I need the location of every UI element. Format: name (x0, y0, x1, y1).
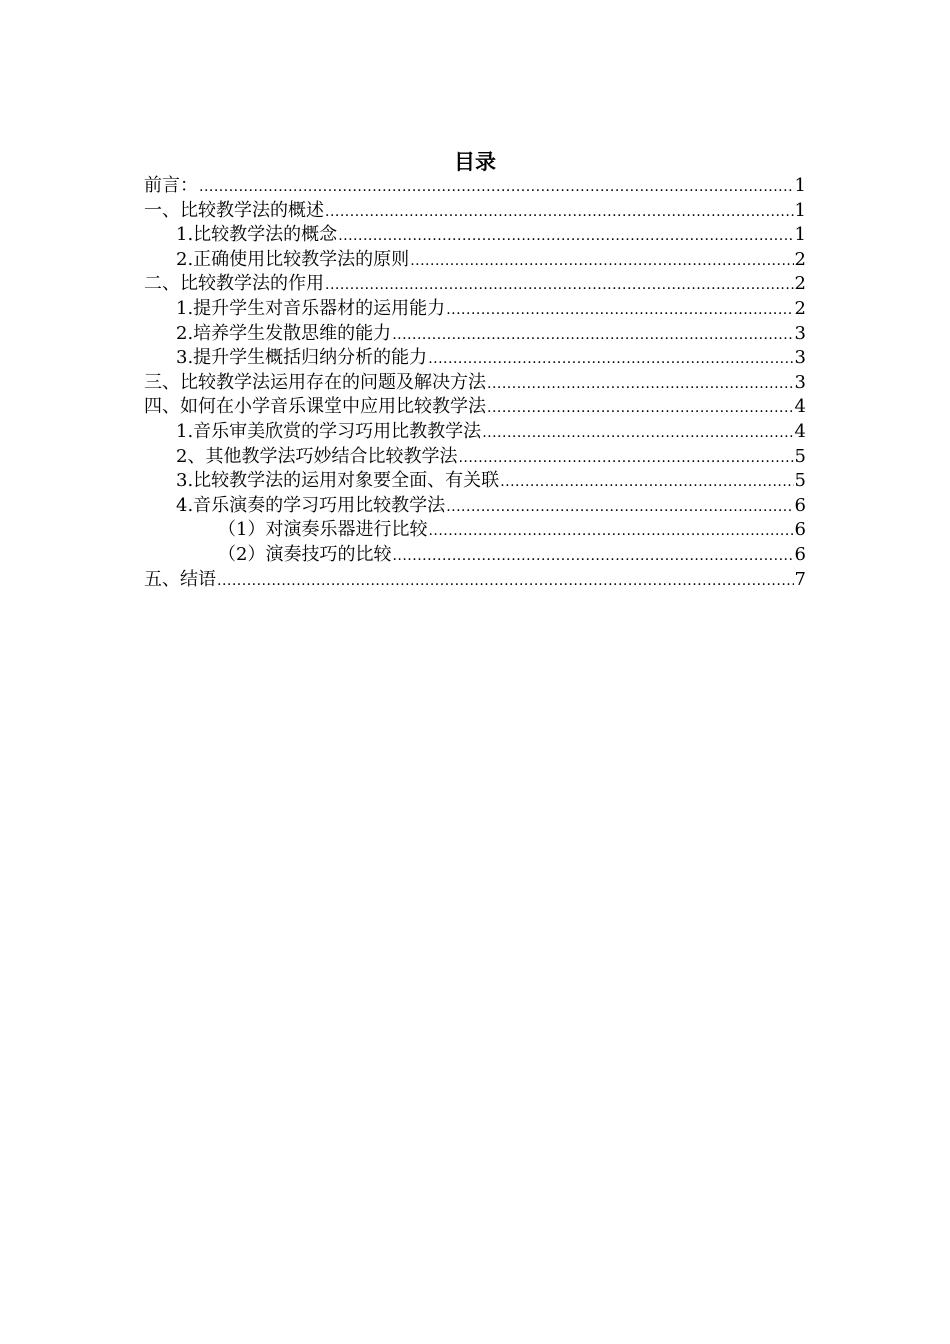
toc-entry-text: 四、如何在小学音乐课堂中应用比较教学法 (144, 396, 486, 418)
toc-entry[interactable] (144, 420, 806, 445)
toc-entry-text: 4.音乐演奏的学习巧用比较教学法 (176, 494, 446, 516)
toc-entry-text: 二、比较教学法的作用 (144, 273, 324, 295)
toc-entry[interactable] (144, 297, 806, 322)
toc-entry-text: 1.比较教学法的概念 (176, 224, 338, 246)
toc-page-number: 4 (794, 396, 806, 418)
toc-dot-leader (487, 372, 794, 397)
toc-entry[interactable] (144, 568, 806, 593)
toc-entry-text: 2.正确使用比较教学法的原则 (176, 248, 410, 270)
toc-entry-text: 1.提升学生对音乐器材的运用能力 (176, 297, 446, 319)
toc-entry-text: （1）对演奏乐器进行比较 (218, 519, 428, 541)
toc-entry-text: 一、比较教学法的概述 (144, 199, 324, 221)
toc-dot-leader (458, 446, 793, 471)
toc-dot-leader (446, 298, 793, 323)
toc-dot-leader (428, 519, 793, 544)
toc-entry[interactable] (144, 223, 806, 248)
toc-dot-leader (446, 495, 793, 520)
toc-entry[interactable] (144, 395, 806, 420)
toc-title: 目录 (454, 150, 496, 174)
toc-entry[interactable] (144, 518, 806, 543)
toc-page-number: 1 (794, 224, 806, 246)
toc-entry-text: 1.音乐审美欣赏的学习巧用比教教学法 (176, 420, 482, 442)
toc-dot-leader (482, 421, 793, 446)
toc-entry-text: 3.提升学生概括归纳分析的能力 (176, 347, 428, 369)
toc-dot-leader (487, 396, 794, 421)
toc-page-number: 1 (794, 175, 806, 196)
toc-dot-leader (392, 544, 793, 569)
toc-entry[interactable] (144, 248, 806, 273)
toc-page-number: 2 (794, 248, 806, 270)
toc-entry-text: 2.培养学生发散思维的能力 (176, 322, 392, 344)
toc-page-number: 7 (794, 568, 806, 590)
toc-entry[interactable] (144, 543, 806, 568)
toc-page-number: 6 (794, 494, 806, 516)
toc-page-number: 5 (794, 445, 806, 467)
toc-page-number: 4 (794, 420, 806, 442)
toc-entry[interactable] (144, 174, 806, 199)
toc-page-number: 3 (794, 322, 806, 344)
toc-dot-leader (199, 175, 794, 200)
toc-entry[interactable] (144, 322, 806, 347)
toc-page-number: 1 (794, 199, 806, 221)
table-of-contents (144, 174, 806, 592)
toc-entry[interactable] (144, 371, 806, 396)
toc-dot-leader (217, 569, 794, 594)
toc-entry-text: 三、比较教学法运用存在的问题及解决方法 (144, 371, 486, 393)
toc-dot-leader (325, 273, 794, 298)
toc-page-number: 5 (794, 470, 806, 492)
toc-entry[interactable] (144, 494, 806, 519)
toc-entry-text: 前言： (144, 175, 198, 196)
toc-page-number: 2 (794, 273, 806, 295)
toc-dot-leader (325, 200, 794, 225)
toc-dot-leader (392, 323, 793, 348)
toc-page-number: 3 (794, 371, 806, 393)
toc-dot-leader (410, 249, 793, 274)
toc-page-number: 2 (794, 297, 806, 319)
toc-entry[interactable] (144, 469, 806, 494)
toc-page-number: 6 (794, 519, 806, 541)
toc-entry-text: （2）演奏技巧的比较 (218, 543, 392, 565)
toc-page-number: 3 (794, 347, 806, 369)
toc-entry-text: 2、其他教学法巧妙结合比较教学法 (176, 445, 458, 467)
toc-dot-leader (428, 347, 793, 372)
toc-dot-leader (338, 224, 793, 249)
toc-entry[interactable] (144, 346, 806, 371)
toc-entry-text: 五、结语 (144, 568, 216, 590)
toc-entry-text: 3.比较教学法的运用对象要全面、有关联 (176, 470, 500, 492)
toc-entry[interactable] (144, 272, 806, 297)
toc-dot-leader (500, 470, 793, 495)
toc-entry[interactable] (144, 199, 806, 224)
toc-entry[interactable] (144, 445, 806, 470)
toc-page-number: 6 (794, 543, 806, 565)
